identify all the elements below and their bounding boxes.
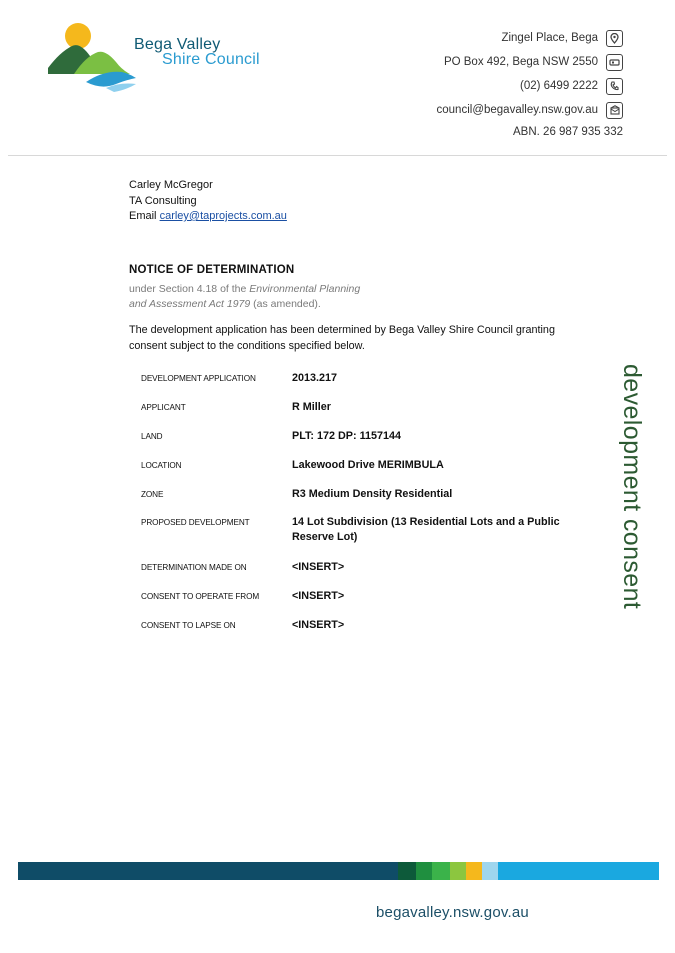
email-icon [606,102,623,119]
contact-address-text: Zingel Place, Bega [501,32,598,44]
email-label: Email [129,210,157,222]
field-row [141,560,571,589]
field-label: LOCATION [141,461,182,470]
notice-intro: The development application has been determined by Bega Valley Shire Council granting consent subject to the conditions specified below. [129,324,555,352]
field-row [141,371,571,400]
field-label: LAND [141,432,163,441]
addressee-company: TA Consulting [129,194,197,207]
bar-segment [450,862,466,880]
notice-act-line2: and Assessment Act 1979 [129,298,251,310]
field-label: DETERMINATION MADE ON [141,563,247,572]
field-value: R3 Medium Density Residential [292,488,453,500]
contact-phone-text: (02) 6499 2222 [519,80,598,92]
bar-segment [482,862,498,880]
side-label-development-consent: development consent [618,364,646,610]
addressee-name: Carley McGregor [129,179,213,191]
contact-po-box-text: PO Box 492, Bega NSW 2550 [443,56,598,68]
addressee-email-link[interactable]: carley@taprojects.com.au [159,210,287,222]
footer-color-bar [18,862,659,880]
field-value: <INSERT> [292,561,345,573]
field-row [141,487,571,515]
contact-email-text[interactable]: council@begavalley.nsw.gov.au [436,104,598,116]
field-label: DEVELOPMENT APPLICATION [141,374,256,383]
field-label: APPLICANT [141,403,186,412]
field-value: <INSERT> [292,619,345,631]
bar-segment [398,862,416,880]
contact-po-box [363,50,623,74]
contact-phone [363,74,623,98]
contact-block [363,26,623,138]
field-value: 2013.217 [292,372,338,384]
mailbox-icon [606,54,623,71]
field-value: 14 Lot Subdivision (13 Residential Lots and a Public Reserve Lot) [292,516,560,543]
footer-website[interactable]: begavalley.nsw.gov.au [376,904,529,921]
field-row [141,429,571,458]
logo-text-line2: Shire Council [162,51,260,68]
field-row [141,589,571,618]
field-row [141,618,571,647]
location-pin-icon [606,30,623,47]
bar-segment [416,862,432,880]
field-value: PLT: 172 DP: 1157144 [292,430,402,442]
header-divider [8,155,667,156]
side-label-container [612,364,646,664]
field-label: PROPOSED DEVELOPMENT [141,518,250,527]
notice-subtitle [129,282,360,312]
field-row [141,400,571,429]
logo-text-line1: Bega Valley [134,36,221,53]
field-value: Lakewood Drive MERIMBULA [292,459,444,471]
bar-segment [432,862,450,880]
notice-sub-prefix: under Section 4.18 of the [129,283,250,295]
bar-segment [466,862,482,880]
bar-segment [498,862,659,880]
field-label: CONSENT TO LAPSE ON [141,621,236,630]
field-label: CONSENT TO OPERATE FROM [141,592,260,601]
hills-sun-logo-icon [46,22,136,98]
field-value: <INSERT> [292,590,345,602]
abn-number: ABN. 26 987 935 332 [513,126,623,138]
notice-title: NOTICE OF DETERMINATION [129,264,295,276]
determination-fields [141,371,571,647]
field-row [141,515,571,560]
addressee-email-line [129,209,287,225]
contact-address [363,26,623,50]
notice-act-line1: Environmental Planning [249,283,361,295]
field-row [141,458,571,487]
addressee-block [129,178,287,225]
field-label: ZONE [141,490,164,499]
notice-sub-suffix: (as amended). [250,298,321,310]
council-logo [46,22,276,98]
bar-segment [18,862,398,880]
field-value: R Miller [292,401,331,413]
contact-email [363,98,623,122]
phone-icon [606,78,623,95]
